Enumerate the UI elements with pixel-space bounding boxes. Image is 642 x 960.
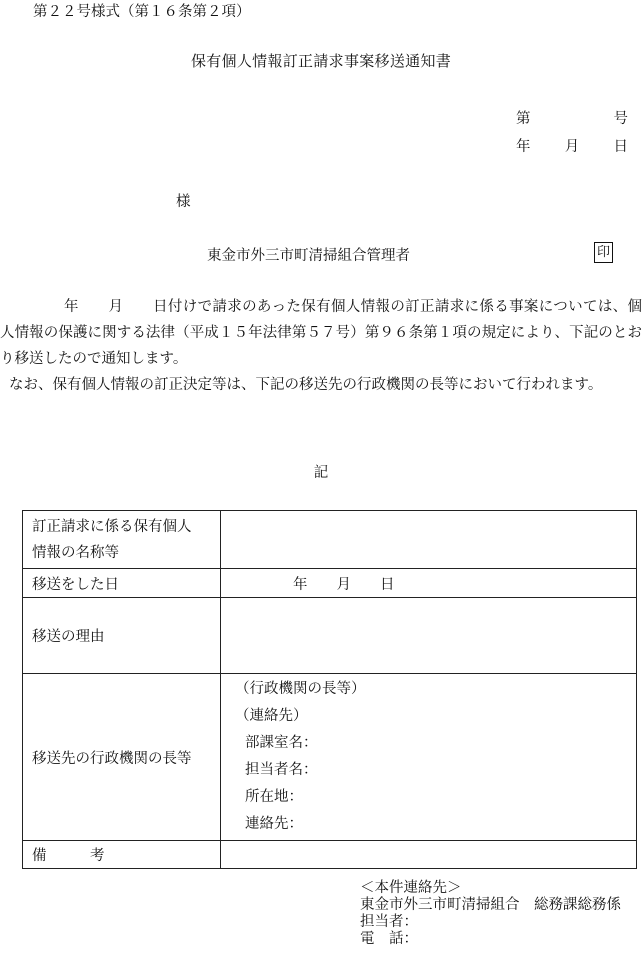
body-paragraph-1: 年 月 日付けで請求のあった保有個人情報の訂正請求に係る事案については、個人情報の保護に関する法律（平成１５年法律第５７号）第９６条第１項の規定により、下記のとおり移送したので通知します。	[0, 299, 642, 367]
number-prefix: 第	[516, 111, 531, 127]
contact-heading-line: （連絡先）	[235, 708, 308, 724]
record-name-label	[23, 511, 221, 569]
record-name-label-line1: 訂正請求に係る保有個人	[32, 518, 192, 535]
table-row	[23, 674, 637, 841]
contact-phone: 電 話：	[360, 931, 418, 947]
transfer-date-label: 移送をした日	[23, 569, 221, 598]
number-suffix: 号	[613, 111, 628, 127]
seal-mark: 印	[594, 242, 613, 263]
body-paragraph-2: なお、保有個人情報の訂正決定等は、下記の移送先の行政機関の長等において行われます。	[9, 377, 603, 393]
table-row	[23, 598, 637, 674]
record-name-label-line2: 情報の名称等	[32, 544, 119, 561]
agency-head-line: （行政機関の長等）	[235, 681, 366, 697]
document-number-line	[516, 107, 628, 128]
form-number: 第２２号様式（第１６条第２項）	[33, 4, 251, 20]
department-line: 部課室名：	[245, 735, 318, 751]
contact-organization: 東金市外三市町清掃組合 総務課総務係	[360, 897, 621, 913]
contact-block	[360, 880, 621, 948]
transfer-reason-value	[221, 598, 637, 674]
destination-agency-details	[221, 674, 637, 841]
transfer-date-value: 年 月 日	[221, 569, 637, 598]
destination-agency-label: 移送先の行政機関の長等	[23, 674, 221, 841]
contact-heading: ＜本件連絡先＞	[360, 880, 462, 896]
table-row	[23, 511, 637, 569]
transfer-reason-label: 移送の理由	[23, 598, 221, 674]
notice-body	[0, 294, 642, 398]
date-month: 月	[564, 139, 580, 155]
address-line: 所在地：	[245, 789, 303, 805]
sender-name: 東金市外三市町清掃組合管理者	[207, 248, 410, 264]
document-date-line	[516, 135, 628, 156]
transfer-details-table	[22, 510, 637, 869]
contact-line: 連絡先：	[245, 816, 303, 832]
ki-heading: 記	[313, 465, 329, 481]
date-day: 日	[613, 139, 628, 155]
contact-person: 担当者：	[360, 914, 418, 930]
date-year: 年	[516, 139, 531, 155]
person-in-charge-line: 担当者名：	[245, 762, 318, 778]
table-row	[23, 569, 637, 598]
remarks-label: 備 考	[23, 841, 221, 869]
record-name-value	[221, 511, 637, 569]
addressee-honorific: 様	[176, 194, 191, 210]
document-title: 保有個人情報訂正請求事案移送通知書	[190, 52, 452, 70]
remarks-value	[221, 841, 637, 869]
table-row	[23, 841, 637, 869]
